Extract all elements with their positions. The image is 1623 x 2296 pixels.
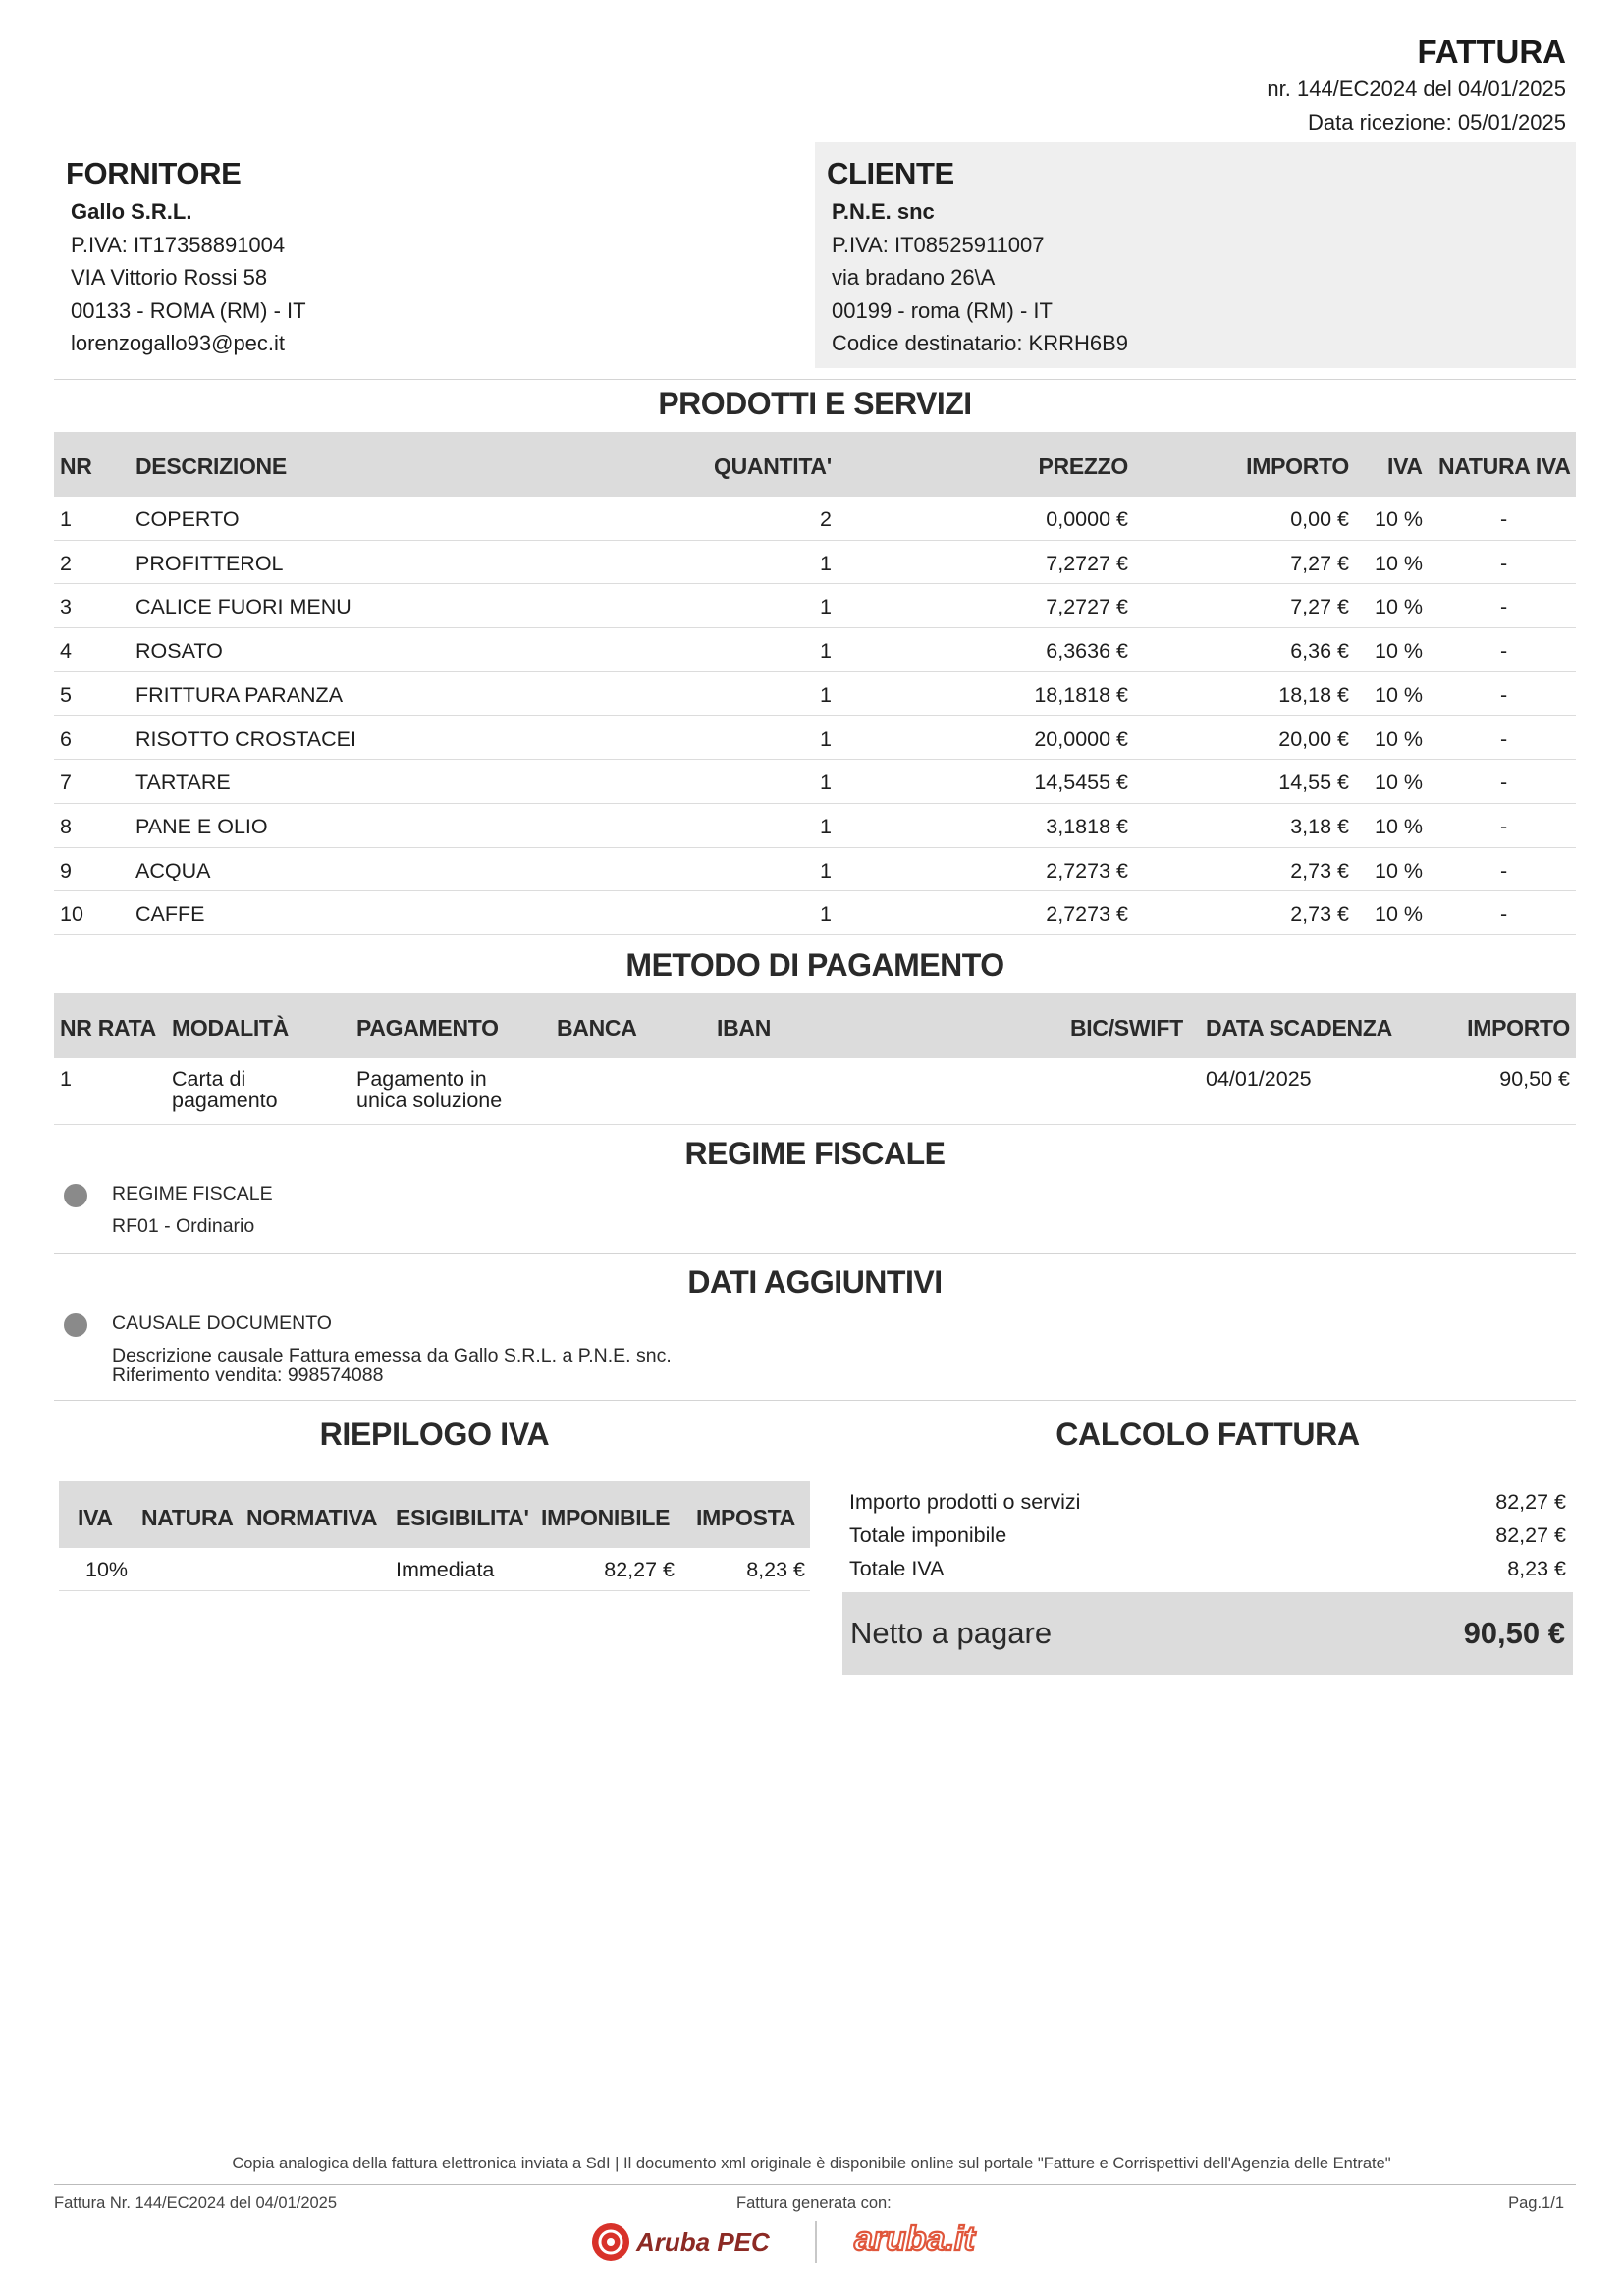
row-vat: 10 % xyxy=(1375,902,1424,927)
extra-description: Descrizione causale Fattura emessa da Gallo S.R.L. a P.N.E. snc. xyxy=(112,1345,672,1366)
row-amount: 2,73 € xyxy=(1290,902,1349,927)
extra-label: CAUSALE DOCUMENTO xyxy=(112,1312,332,1334)
row-vat-nature: - xyxy=(1500,551,1508,575)
table-row xyxy=(54,804,1576,848)
row-description: PANE E OLIO xyxy=(135,814,268,838)
vat-col-tax: IMPOSTA xyxy=(696,1505,795,1530)
payment-col-amount: IMPORTO xyxy=(1467,1015,1570,1041)
divider xyxy=(54,379,1576,380)
client-address: via bradano 26\A xyxy=(832,265,996,290)
row-vat: 10 % xyxy=(1375,814,1424,838)
row-nr: 6 xyxy=(60,726,72,751)
row-quantity: 2 xyxy=(820,507,832,531)
row-amount: 0,00 € xyxy=(1290,507,1349,531)
row-description: CALICE FUORI MENU xyxy=(135,595,352,619)
footer-divider xyxy=(54,2184,1576,2185)
products-col-quantity: QUANTITA' xyxy=(714,454,832,479)
products-col-description: DESCRIZIONE xyxy=(135,454,287,479)
row-vat-nature: - xyxy=(1500,858,1508,882)
bullet-icon xyxy=(64,1184,87,1207)
calc-title: CALCOLO FATTURA xyxy=(1055,1416,1360,1452)
net-to-pay-label: Netto a pagare xyxy=(850,1616,1053,1650)
client-box xyxy=(815,142,1576,368)
table-row xyxy=(54,541,1576,585)
document-received-date: Data ricezione: 05/01/2025 xyxy=(1308,110,1566,134)
row-nr: 8 xyxy=(60,814,72,838)
table-row xyxy=(54,584,1576,628)
regime-section-title: REGIME FISCALE xyxy=(684,1136,946,1171)
aruba-pec-logo xyxy=(589,2220,781,2264)
client-recipient-code: Codice destinatario: KRRH6B9 xyxy=(832,331,1129,355)
calc-line-label: Importo prodotti o servizi xyxy=(849,1490,1081,1514)
row-amount: 18,18 € xyxy=(1278,682,1349,707)
client-vat: P.IVA: IT08525911007 xyxy=(832,233,1045,257)
row-nr: 1 xyxy=(60,507,72,531)
calc-line-value: 82,27 € xyxy=(1495,1490,1566,1514)
row-vat: 10 % xyxy=(1375,595,1424,619)
vat-col-nature: NATURA xyxy=(141,1505,234,1530)
divider xyxy=(54,1400,1576,1401)
vat-due: Immediata xyxy=(396,1558,495,1581)
row-description: TARTARE xyxy=(135,771,231,795)
row-amount: 2,73 € xyxy=(1290,858,1349,882)
payment-due-date: 04/01/2025 xyxy=(1206,1067,1312,1091)
table-row xyxy=(54,760,1576,804)
table-row xyxy=(54,672,1576,717)
supplier-address: VIA Vittorio Rossi 58 xyxy=(71,265,268,290)
supplier-name: Gallo S.R.L. xyxy=(71,199,192,224)
row-price: 18,1818 € xyxy=(1034,682,1128,707)
row-price: 7,2727 € xyxy=(1046,551,1128,575)
payment-col-iban: IBAN xyxy=(717,1015,772,1041)
row-description: CAFFE xyxy=(135,902,205,927)
aruba-it-logo-text: aruba.it xyxy=(854,2220,975,2258)
row-price: 2,7273 € xyxy=(1046,902,1128,927)
row-nr: 7 xyxy=(60,771,72,795)
net-to-pay-box xyxy=(842,1592,1573,1675)
table-row xyxy=(54,717,1576,761)
footer-invoice-ref: Fattura Nr. 144/EC2024 del 04/01/2025 xyxy=(54,2194,338,2212)
payment-installment: 1 xyxy=(60,1067,72,1091)
row-quantity: 1 xyxy=(820,682,832,707)
row-quantity: 1 xyxy=(820,639,832,664)
products-col-nr: NR xyxy=(60,454,92,479)
calc-line-value: 8,23 € xyxy=(1507,1557,1566,1580)
table-row xyxy=(54,497,1576,541)
row-vat: 10 % xyxy=(1375,507,1424,531)
vat-col-taxable: IMPONIBILE xyxy=(541,1505,671,1530)
row-vat: 10 % xyxy=(1375,639,1424,664)
footer-page-number: Pag.1/1 xyxy=(1508,2194,1564,2212)
row-vat-nature: - xyxy=(1500,682,1508,707)
payment-col-bic: BIC/SWIFT xyxy=(1070,1015,1183,1041)
table-row xyxy=(54,628,1576,672)
row-quantity: 1 xyxy=(820,595,832,619)
vat-summary-header xyxy=(59,1481,810,1548)
products-table-header xyxy=(54,432,1576,497)
supplier-city: 00133 - ROMA (RM) - IT xyxy=(71,298,306,323)
products-col-amount: IMPORTO xyxy=(1246,454,1349,479)
products-col-price: PREZZO xyxy=(1038,454,1128,479)
row-vat-nature: - xyxy=(1500,771,1508,795)
supplier-email: lorenzogallo93@pec.it xyxy=(71,331,286,355)
row-description: RISOTTO CROSTACEI xyxy=(135,726,356,751)
row-vat-nature: - xyxy=(1500,507,1508,531)
vat-rate: 10% xyxy=(85,1558,129,1581)
row-vat: 10 % xyxy=(1375,858,1424,882)
payment-col-bank: BANCA xyxy=(557,1015,637,1041)
extra-section-title: DATI AGGIUNTIVI xyxy=(687,1264,943,1300)
row-price: 20,0000 € xyxy=(1034,726,1128,751)
row-description: ACQUA xyxy=(135,858,211,882)
payment-method-line1: Pagamento in xyxy=(356,1067,487,1091)
aruba-pec-logo-text: Aruba PEC xyxy=(636,2227,770,2257)
client-name: P.N.E. snc xyxy=(832,199,935,224)
row-price: 14,5455 € xyxy=(1034,771,1128,795)
row-vat-nature: - xyxy=(1500,902,1508,927)
row-vat-nature: - xyxy=(1500,726,1508,751)
row-amount: 3,18 € xyxy=(1290,814,1349,838)
row-vat-nature: - xyxy=(1500,814,1508,838)
aruba-it-logo xyxy=(852,2216,990,2264)
row-amount: 20,00 € xyxy=(1278,726,1349,751)
document-type: FATTURA xyxy=(1417,33,1566,70)
payment-method-line2: unica soluzione xyxy=(356,1089,503,1112)
row-amount: 14,55 € xyxy=(1278,771,1349,795)
row-description: FRITTURA PARANZA xyxy=(135,682,344,707)
payment-row xyxy=(54,1058,1576,1125)
row-price: 2,7273 € xyxy=(1046,858,1128,882)
vat-taxable: 82,27 € xyxy=(604,1558,675,1581)
vat-tax: 8,23 € xyxy=(746,1558,805,1581)
row-vat: 10 % xyxy=(1375,682,1424,707)
vat-col-rate: IVA xyxy=(78,1505,113,1530)
row-vat-nature: - xyxy=(1500,639,1508,664)
extra-reference: Riferimento vendita: 998574088 xyxy=(112,1364,384,1386)
row-quantity: 1 xyxy=(820,551,832,575)
calc-line-label: Totale imponibile xyxy=(849,1523,1007,1547)
row-vat: 10 % xyxy=(1375,551,1424,575)
regime-value: RF01 - Ordinario xyxy=(112,1215,255,1237)
footer-legal-note: Copia analogica della fattura elettronica inviata a SdI | Il documento xml originale è disponibile online sul portale "Fatture e Corrispettivi dell'Agenzia delle Entrate" xyxy=(232,2155,1391,2172)
logo-separator xyxy=(815,2221,817,2263)
client-city: 00199 - roma (RM) - IT xyxy=(832,298,1053,323)
calc-line-value: 82,27 € xyxy=(1495,1523,1566,1547)
row-nr: 9 xyxy=(60,858,72,882)
row-amount: 7,27 € xyxy=(1290,551,1349,575)
row-description: ROSATO xyxy=(135,639,223,664)
document-number: nr. 144/EC2024 del 04/01/2025 xyxy=(1267,77,1566,101)
row-amount: 6,36 € xyxy=(1290,639,1349,664)
row-nr: 4 xyxy=(60,639,72,664)
table-row xyxy=(54,891,1576,935)
payment-table-header xyxy=(54,993,1576,1058)
row-vat: 10 % xyxy=(1375,726,1424,751)
regime-label: REGIME FISCALE xyxy=(112,1183,273,1204)
payment-col-installment: NR RATA xyxy=(60,1015,156,1041)
payment-col-payment: PAGAMENTO xyxy=(356,1015,499,1041)
row-nr: 3 xyxy=(60,595,72,619)
payment-mode-line1: Carta di xyxy=(172,1067,246,1091)
row-description: PROFITTEROL xyxy=(135,551,284,575)
row-quantity: 1 xyxy=(820,771,832,795)
row-nr: 5 xyxy=(60,682,72,707)
client-title: CLIENTE xyxy=(827,156,954,190)
vat-col-due: ESIGIBILITA' xyxy=(396,1505,529,1530)
vat-summary-title: RIEPILOGO IVA xyxy=(319,1416,550,1452)
row-vat: 10 % xyxy=(1375,771,1424,795)
table-row xyxy=(54,848,1576,892)
supplier-box xyxy=(54,142,810,368)
vat-col-norm: NORMATIVA xyxy=(246,1505,378,1530)
payment-section-title: METODO DI PAGAMENTO xyxy=(625,947,1004,983)
row-nr: 10 xyxy=(60,902,83,927)
row-price: 7,2727 € xyxy=(1046,595,1128,619)
row-nr: 2 xyxy=(60,551,72,575)
products-section-title: PRODOTTI E SERVIZI xyxy=(658,386,972,421)
row-quantity: 1 xyxy=(820,814,832,838)
calc-line-label: Totale IVA xyxy=(849,1557,945,1580)
row-amount: 7,27 € xyxy=(1290,595,1349,619)
supplier-title: FORNITORE xyxy=(66,156,242,190)
payment-amount: 90,50 € xyxy=(1499,1067,1570,1091)
row-price: 3,1818 € xyxy=(1046,814,1128,838)
products-col-vat: IVA xyxy=(1387,454,1423,479)
payment-col-mode: MODALITÀ xyxy=(172,1015,289,1041)
vat-summary-row xyxy=(59,1548,810,1591)
row-quantity: 1 xyxy=(820,902,832,927)
footer-generated-with: Fattura generata con: xyxy=(736,2194,892,2212)
row-description: COPERTO xyxy=(135,507,240,531)
row-quantity: 1 xyxy=(820,726,832,751)
products-col-vat-nature: NATURA IVA xyxy=(1438,454,1571,479)
bullet-icon xyxy=(64,1313,87,1337)
net-to-pay-value: 90,50 € xyxy=(1463,1616,1565,1650)
payment-mode-line2: pagamento xyxy=(172,1089,278,1112)
row-quantity: 1 xyxy=(820,858,832,882)
divider xyxy=(54,1253,1576,1254)
row-price: 6,3636 € xyxy=(1046,639,1128,664)
row-vat-nature: - xyxy=(1500,595,1508,619)
row-price: 0,0000 € xyxy=(1046,507,1128,531)
payment-col-due-date: DATA SCADENZA xyxy=(1206,1015,1392,1041)
supplier-vat: P.IVA: IT17358891004 xyxy=(71,233,286,257)
